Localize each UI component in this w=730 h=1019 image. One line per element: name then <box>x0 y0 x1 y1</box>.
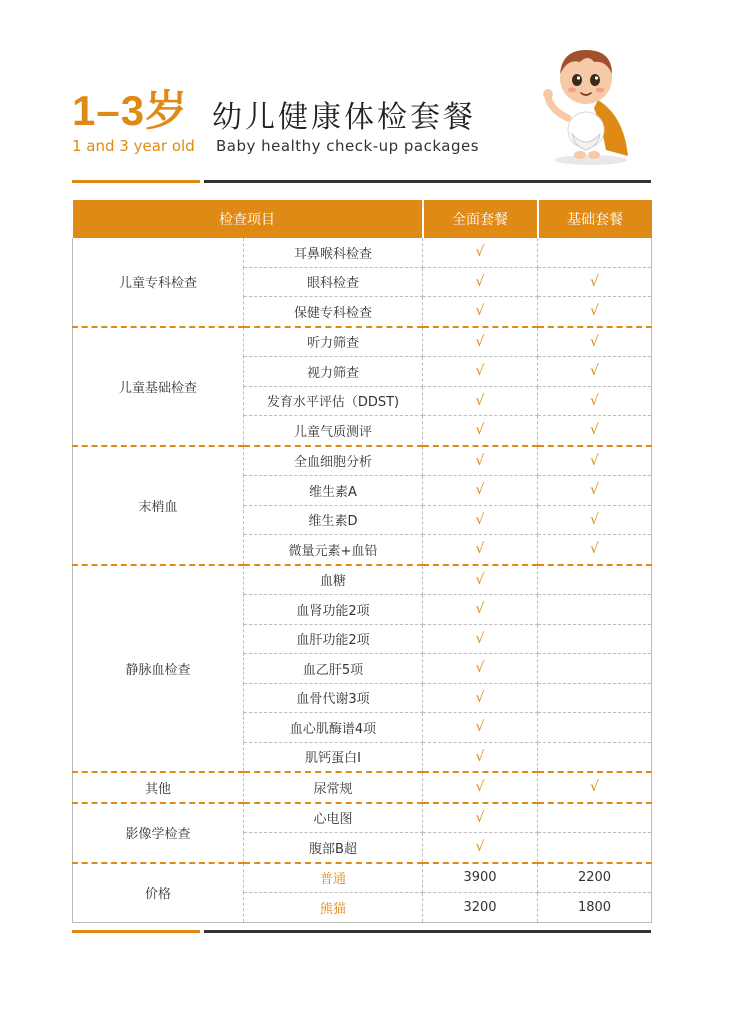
item-cell: 肌钙蛋白I <box>244 742 423 772</box>
baby-mascot-icon <box>536 38 636 168</box>
item-cell: 保健专科检查 <box>244 297 423 327</box>
full-check-cell: √ <box>423 476 538 506</box>
header-full-package: 全面套餐 <box>423 200 538 238</box>
full-check-cell: √ <box>423 327 538 357</box>
full-check-cell: √ <box>423 683 538 713</box>
category-cell: 价格 <box>73 863 244 923</box>
basic-check-cell: √ <box>538 357 652 387</box>
table-row <box>73 772 652 803</box>
full-check-cell: √ <box>423 297 538 327</box>
basic-check-cell <box>538 833 652 863</box>
page-title: 幼儿健康体检套餐 <box>212 100 476 135</box>
category-cell: 影像学检查 <box>73 803 244 863</box>
item-cell: 听力筛查 <box>244 327 423 357</box>
table-row <box>73 803 652 833</box>
category-cell: 静脉血检查 <box>73 565 244 773</box>
basic-check-cell <box>538 624 652 654</box>
bottom-divider-dark <box>204 930 651 933</box>
item-cell: 发育水平评估（DDST) <box>244 386 423 416</box>
basic-check-cell: √ <box>538 446 652 476</box>
item-cell: 微量元素+血铅 <box>244 535 423 565</box>
top-divider-accent <box>72 180 200 183</box>
full-check-cell: √ <box>423 803 538 833</box>
basic-check-cell <box>538 803 652 833</box>
full-check-cell: √ <box>423 565 538 595</box>
price-tier-cell: 普通 <box>244 863 423 893</box>
full-check-cell: √ <box>423 654 538 684</box>
full-check-cell: √ <box>423 713 538 743</box>
basic-check-cell: √ <box>538 297 652 327</box>
table-row <box>73 863 652 893</box>
basic-check-cell <box>538 713 652 743</box>
bottom-divider-accent <box>72 930 200 933</box>
full-check-cell: √ <box>423 357 538 387</box>
basic-check-cell: √ <box>538 267 652 297</box>
item-cell: 耳鼻喉科检查 <box>244 238 423 267</box>
basic-price-cell: 1800 <box>538 893 652 923</box>
basic-check-cell: √ <box>538 476 652 506</box>
item-cell: 血糖 <box>244 565 423 595</box>
item-cell: 血肝功能2项 <box>244 624 423 654</box>
item-cell: 血乙肝5项 <box>244 654 423 684</box>
table-body <box>73 238 652 922</box>
basic-check-cell: √ <box>538 535 652 565</box>
full-check-cell: √ <box>423 446 538 476</box>
subtitle-age-en: 1 and 3 year old <box>72 137 195 155</box>
package-table <box>72 200 652 923</box>
item-cell: 视力筛查 <box>244 357 423 387</box>
item-cell: 尿常规 <box>244 772 423 803</box>
full-check-cell: √ <box>423 595 538 625</box>
basic-check-cell <box>538 238 652 267</box>
item-cell: 维生素D <box>244 505 423 535</box>
category-cell: 其他 <box>73 772 244 803</box>
table-header-row <box>73 200 652 238</box>
category-cell: 儿童基础检查 <box>73 327 244 446</box>
title-age: 1–3岁 <box>72 87 189 134</box>
full-price-cell: 3200 <box>423 893 538 923</box>
basic-check-cell <box>538 742 652 772</box>
item-cell: 心电图 <box>244 803 423 833</box>
full-check-cell: √ <box>423 772 538 803</box>
basic-check-cell <box>538 683 652 713</box>
item-cell: 儿童气质测评 <box>244 416 423 446</box>
full-check-cell: √ <box>423 416 538 446</box>
full-check-cell: √ <box>423 742 538 772</box>
item-cell: 血肾功能2项 <box>244 595 423 625</box>
full-check-cell: √ <box>423 624 538 654</box>
item-cell: 全血细胞分析 <box>244 446 423 476</box>
category-cell: 末梢血 <box>73 446 244 565</box>
item-cell: 血心肌酶谱4项 <box>244 713 423 743</box>
item-cell: 维生素A <box>244 476 423 506</box>
basic-check-cell: √ <box>538 386 652 416</box>
basic-price-cell: 2200 <box>538 863 652 893</box>
full-check-cell: √ <box>423 238 538 267</box>
full-check-cell: √ <box>423 505 538 535</box>
full-check-cell: √ <box>423 267 538 297</box>
basic-check-cell: √ <box>538 327 652 357</box>
basic-check-cell: √ <box>538 416 652 446</box>
basic-check-cell <box>538 654 652 684</box>
item-cell: 腹部B超 <box>244 833 423 863</box>
full-check-cell: √ <box>423 386 538 416</box>
basic-check-cell: √ <box>538 772 652 803</box>
subtitle-en: Baby healthy check-up packages <box>216 137 480 155</box>
header-items: 检查项目 <box>73 200 423 238</box>
table-row <box>73 238 652 267</box>
full-check-cell: √ <box>423 833 538 863</box>
category-cell: 儿童专科检查 <box>73 238 244 327</box>
item-cell: 眼科检查 <box>244 267 423 297</box>
full-price-cell: 3900 <box>423 863 538 893</box>
basic-check-cell <box>538 565 652 595</box>
price-tier-cell: 熊猫 <box>244 893 423 923</box>
basic-check-cell: √ <box>538 505 652 535</box>
header-basic-package: 基础套餐 <box>538 200 652 238</box>
item-cell: 血骨代谢3项 <box>244 683 423 713</box>
top-divider-dark <box>204 180 651 183</box>
table-row <box>73 446 652 476</box>
basic-check-cell <box>538 595 652 625</box>
full-check-cell: √ <box>423 535 538 565</box>
table-row <box>73 327 652 357</box>
table-row <box>73 565 652 595</box>
